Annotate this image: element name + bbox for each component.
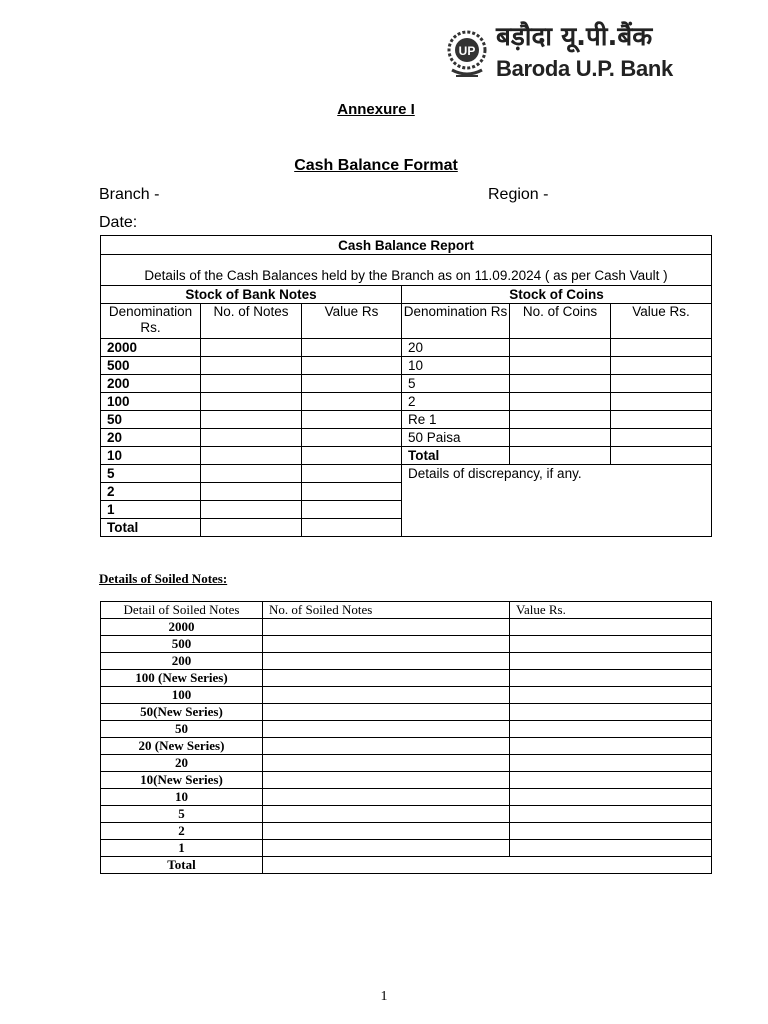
note-value-cell (302, 411, 402, 429)
coin-value-cell (611, 411, 712, 429)
report-details: Details of the Cash Balances held by the Branch as on 11.09.2024 ( as per Cash Vault ) (101, 255, 712, 286)
note-value-cell (302, 465, 402, 483)
coin-value-cell (611, 393, 712, 411)
soiled-denomination: 20 (101, 755, 263, 772)
soiled-count-cell (263, 670, 510, 687)
soiled-total-label: Total (101, 857, 263, 874)
soiled-total-cell (263, 857, 712, 874)
coin-count-cell (510, 393, 611, 411)
note-value-cell (302, 501, 402, 519)
soiled-denomination: 10(New Series) (101, 772, 263, 789)
note-value-cell (302, 429, 402, 447)
soiled-value-cell (510, 636, 712, 653)
note-count-cell (201, 483, 302, 501)
soiled-value-cell (510, 789, 712, 806)
note-denomination: 20 (101, 429, 201, 447)
page-number: 1 (380, 989, 388, 1004)
coin-denomination: 20 (402, 339, 510, 357)
soiled-value-cell (510, 772, 712, 789)
soiled-denomination: 100 (New Series) (101, 670, 263, 687)
soiled-col-detail: Detail of Soiled Notes (101, 602, 263, 619)
coin-denomination: 10 (402, 357, 510, 375)
soiled-denomination: 10 (101, 789, 263, 806)
bank-name-english: Baroda U.P. Bank (496, 56, 673, 81)
soiled-denomination: 100 (101, 687, 263, 704)
coin-denomination: Re 1 (402, 411, 510, 429)
soiled-denomination: 5 (101, 806, 263, 823)
discrepancy-details: Details of discrepancy, if any. (402, 465, 712, 537)
annexure-heading: Annexure I (337, 101, 415, 118)
coins-col-count: No. of Coins (510, 304, 611, 339)
note-count-cell (201, 429, 302, 447)
note-count-cell (201, 447, 302, 465)
soiled-value-cell (510, 823, 712, 840)
soiled-count-cell (263, 755, 510, 772)
coin-value-cell (611, 357, 712, 375)
note-denomination: 500 (101, 357, 201, 375)
soiled-value-cell (510, 755, 712, 772)
soiled-count-cell (263, 823, 510, 840)
note-denomination: 200 (101, 375, 201, 393)
notes-col-count: No. of Notes (201, 304, 302, 339)
note-count-cell (201, 465, 302, 483)
coin-count-cell (510, 447, 611, 465)
note-denomination: 2 (101, 483, 201, 501)
note-count-cell (201, 519, 302, 537)
soiled-denomination: 200 (101, 653, 263, 670)
soiled-count-cell (263, 636, 510, 653)
soiled-notes-heading: Details of Soiled Notes: (99, 571, 228, 586)
coin-denomination: 2 (402, 393, 510, 411)
soiled-value-cell (510, 840, 712, 857)
soiled-denomination: 50 (101, 721, 263, 738)
soiled-count-cell (263, 789, 510, 806)
bank-emblem-icon (444, 26, 490, 82)
soiled-value-cell (510, 721, 712, 738)
coin-denomination: 50 Paisa (402, 429, 510, 447)
note-denomination: 50 (101, 411, 201, 429)
soiled-denomination: 1 (101, 840, 263, 857)
note-count-cell (201, 375, 302, 393)
coin-count-cell (510, 429, 611, 447)
soiled-count-cell (263, 704, 510, 721)
emblem-text: UP (458, 44, 476, 58)
soiled-count-cell (263, 840, 510, 857)
coin-value-cell (611, 339, 712, 357)
soiled-count-cell (263, 738, 510, 755)
bank-name-hindi: बड़ौदा यू.पी.बैंक (496, 22, 653, 52)
soiled-count-cell (263, 772, 510, 789)
cash-balance-table (100, 235, 712, 537)
soiled-count-cell (263, 687, 510, 704)
soiled-notes-table (100, 601, 712, 874)
soiled-denomination: 50(New Series) (101, 704, 263, 721)
coins-col-value: Value Rs. (611, 304, 712, 339)
soiled-value-cell (510, 806, 712, 823)
date-label: Date: (99, 214, 138, 231)
note-count-cell (201, 411, 302, 429)
note-denomination: 10 (101, 447, 201, 465)
region-label: Region - (488, 186, 549, 203)
notes-col-denomination: Denomination Rs. (101, 304, 201, 339)
soiled-value-cell (510, 704, 712, 721)
coin-value-cell (611, 429, 712, 447)
notes-col-value: Value Rs (302, 304, 402, 339)
soiled-count-cell (263, 806, 510, 823)
coins-header: Stock of Coins (402, 286, 712, 304)
form-title: Cash Balance Format (294, 157, 458, 174)
note-total-label: Total (101, 519, 201, 537)
soiled-col-value: Value Rs. (510, 602, 712, 619)
coins-col-denomination: Denomination Rs (402, 304, 510, 339)
soiled-count-cell (263, 721, 510, 738)
note-value-cell (302, 483, 402, 501)
soiled-value-cell (510, 619, 712, 636)
soiled-denomination: 500 (101, 636, 263, 653)
note-count-cell (201, 357, 302, 375)
coin-count-cell (510, 339, 611, 357)
coin-count-cell (510, 375, 611, 393)
note-value-cell (302, 447, 402, 465)
bank-logo (444, 24, 674, 84)
note-denomination: 100 (101, 393, 201, 411)
soiled-count-cell (263, 653, 510, 670)
note-count-cell (201, 339, 302, 357)
note-denomination: 5 (101, 465, 201, 483)
coin-denomination: 5 (402, 375, 510, 393)
notes-header: Stock of Bank Notes (101, 286, 402, 304)
coin-value-cell (611, 447, 712, 465)
soiled-denomination: 2 (101, 823, 263, 840)
note-value-cell (302, 357, 402, 375)
soiled-denomination: 20 (New Series) (101, 738, 263, 755)
coin-total-label: Total (402, 447, 510, 465)
soiled-value-cell (510, 670, 712, 687)
soiled-count-cell (263, 619, 510, 636)
soiled-value-cell (510, 653, 712, 670)
coin-count-cell (510, 411, 611, 429)
soiled-denomination: 2000 (101, 619, 263, 636)
report-title: Cash Balance Report (101, 236, 712, 255)
note-denomination: 1 (101, 501, 201, 519)
note-count-cell (201, 393, 302, 411)
note-value-cell (302, 339, 402, 357)
coin-value-cell (611, 375, 712, 393)
soiled-value-cell (510, 687, 712, 704)
note-denomination: 2000 (101, 339, 201, 357)
note-value-cell (302, 375, 402, 393)
note-value-cell (302, 519, 402, 537)
coin-count-cell (510, 357, 611, 375)
note-value-cell (302, 393, 402, 411)
soiled-value-cell (510, 738, 712, 755)
soiled-col-count: No. of Soiled Notes (263, 602, 510, 619)
branch-label: Branch - (99, 186, 160, 203)
note-count-cell (201, 501, 302, 519)
